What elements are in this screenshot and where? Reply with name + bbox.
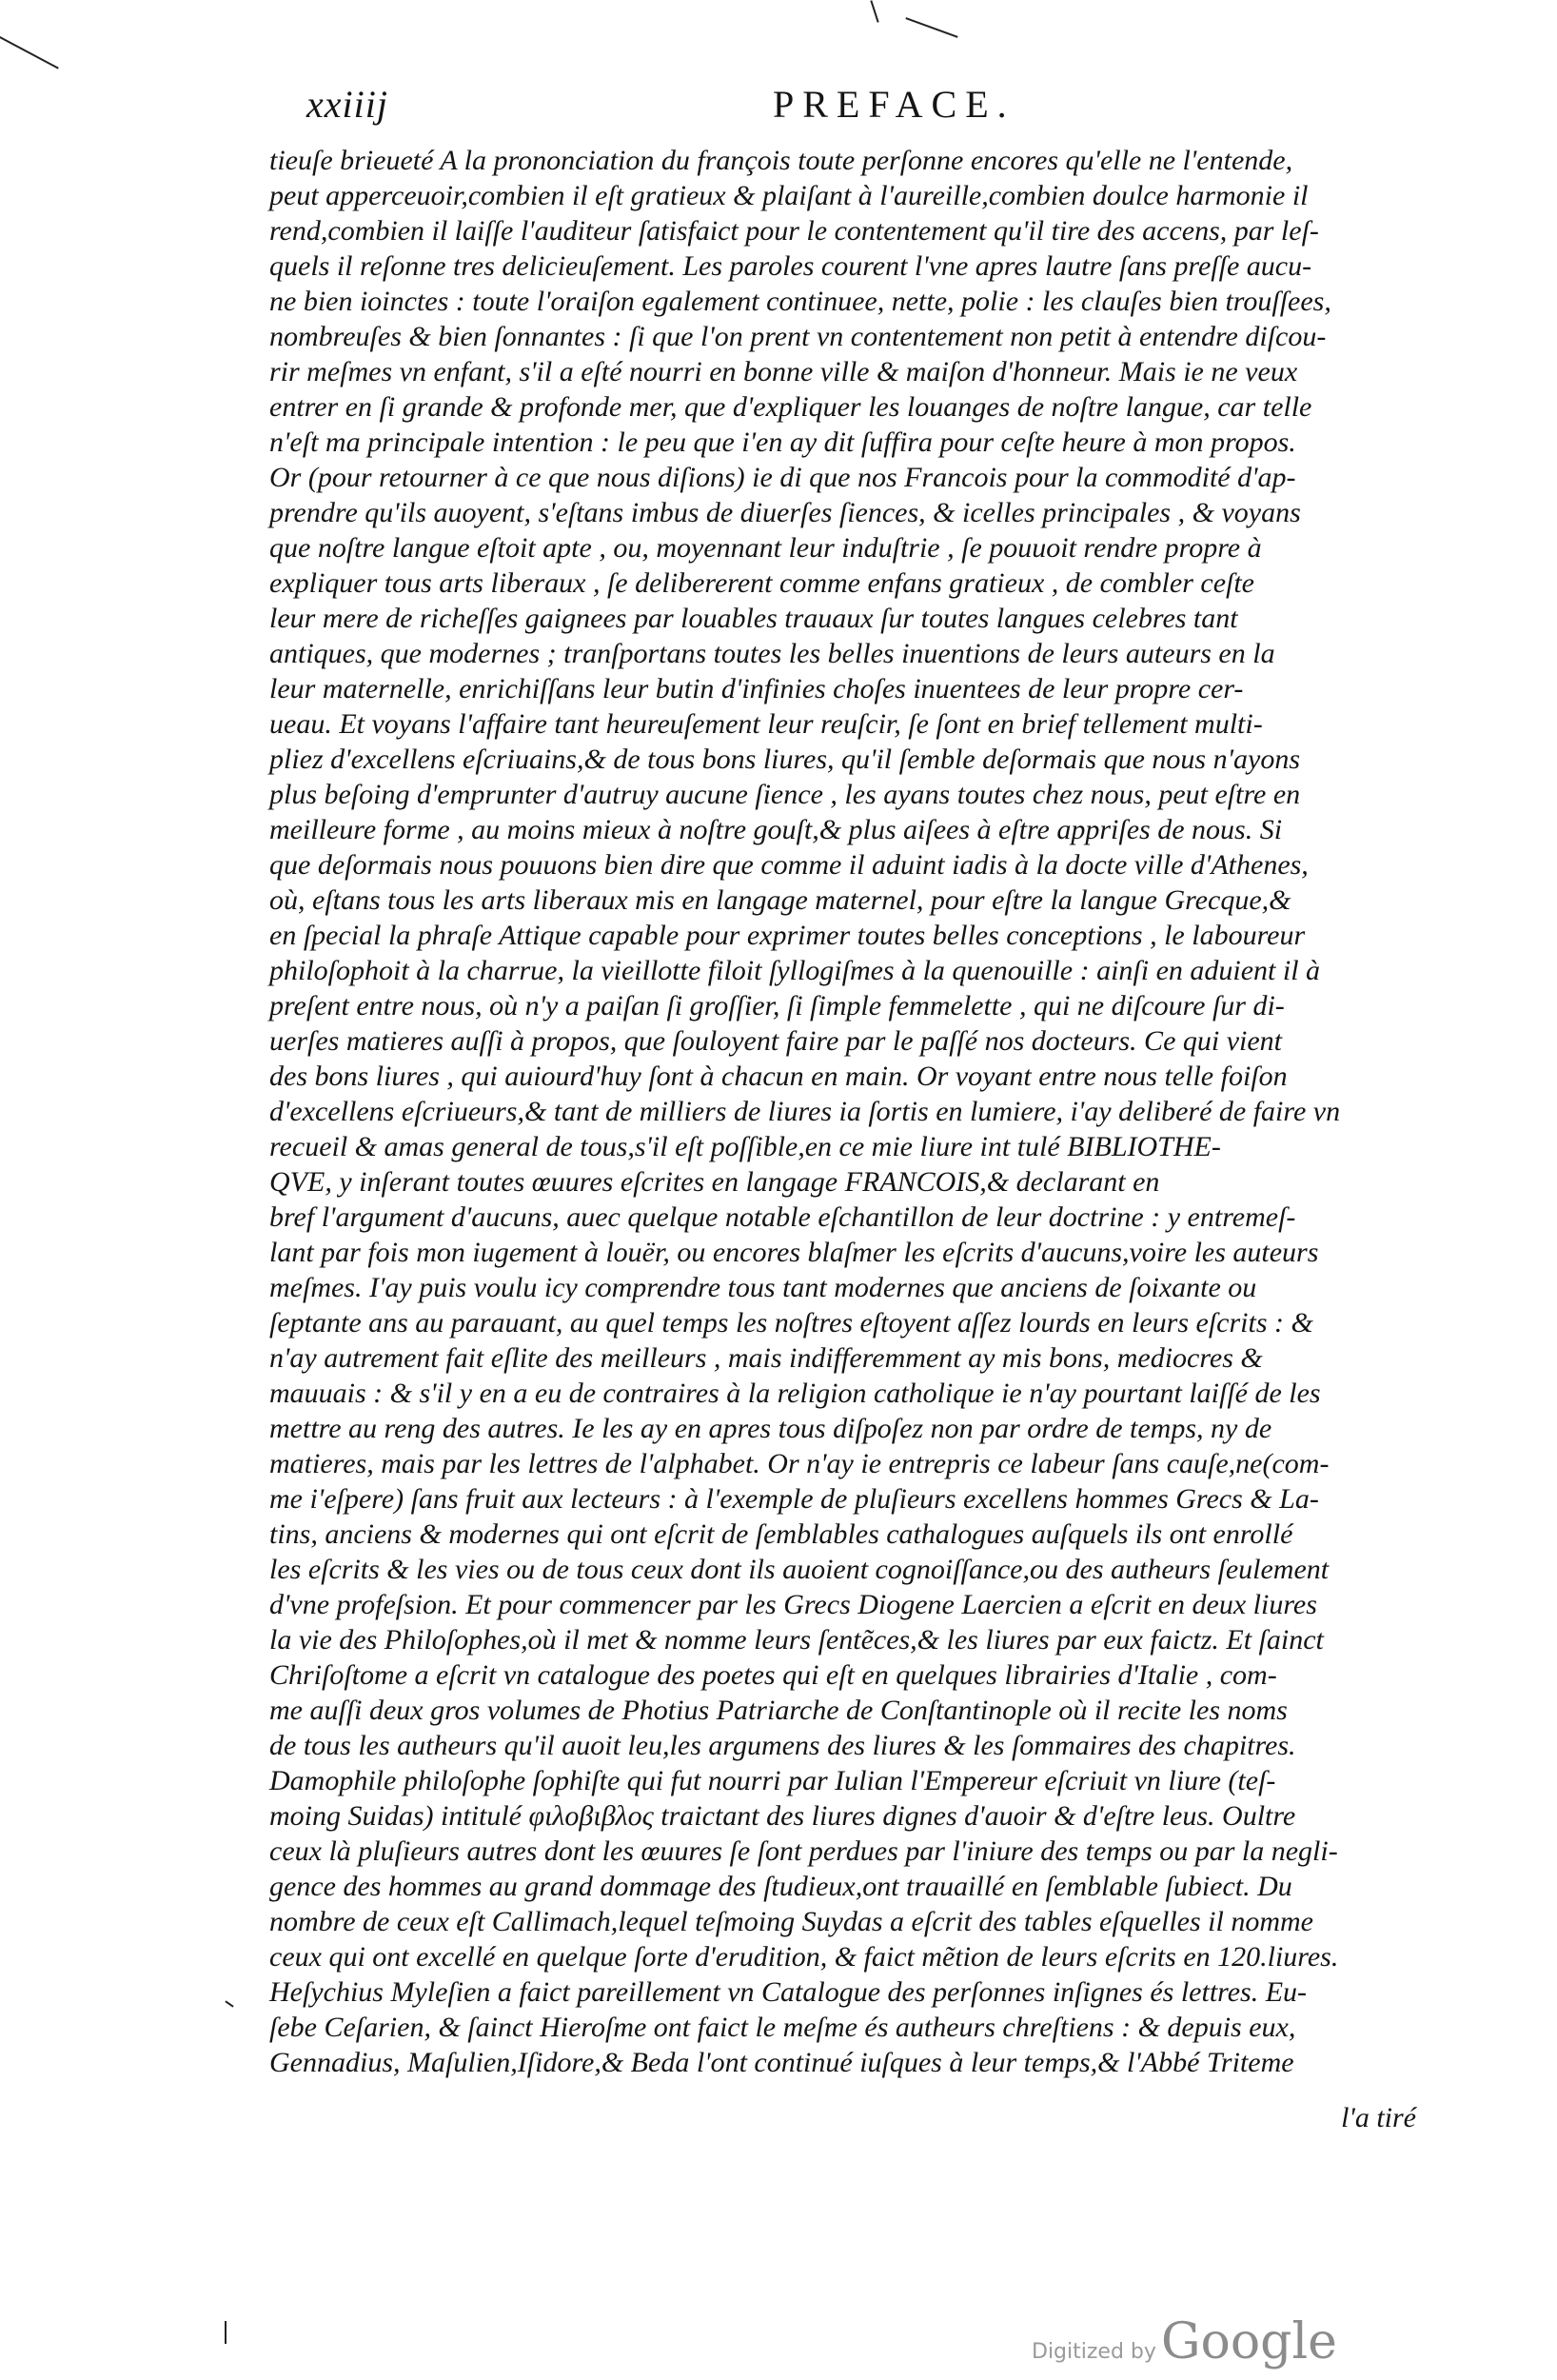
text-line: expliquer tous arts liberaux , ſe delibererent comme enfans gratieux , de combler ceſte: [269, 567, 1254, 599]
text-line: tieuſe brieueté A la prononciation du françois toute perſonne encores qu'elle ne l'entende,: [269, 145, 1293, 176]
text-line: gence des hommes au grand dommage des ſtudieux,ont trauaillé en ſemblable ſubiect. Du: [269, 1871, 1292, 1902]
margin-tick-mark: [225, 2321, 227, 2344]
page-number: xxiiij: [306, 83, 388, 126]
text-line: rend,combien il laiſſe l'auditeur ſatisfaict pour le contentement qu'il tire des accens, par leſ-: [269, 215, 1319, 247]
text-line: prendre qu'ils auoyent, s'eſtans imbus de diuerſes ſiences, & icelles principales , & voyans: [269, 497, 1301, 528]
text-line: ueau. Et voyans l'affaire tant heureuſement leur reuſcir, ſe ſont en brief tellement multi-: [269, 708, 1263, 740]
text-line: de tous les autheurs qu'il auoit leu,les argumens des liures & les ſommaires des chapitres.: [269, 1730, 1296, 1761]
text-line: que deſormais nous pouuons bien dire que comme il aduint iadis à la docte ville d'Athenes,: [269, 849, 1309, 881]
text-line: Or (pour retourner à ce que nous diſions) ie di que nos Francois pour la commodité d'ap-: [269, 462, 1296, 493]
text-line: recueil & amas general de tous,s'il eſt poſſible,en ce mie liure int tulé BIBLIOTHE-: [269, 1131, 1221, 1162]
text-line: d'excellens eſcriueurs,& tant de milliers de liures ia ſortis en lumiere, i'ay deliberé de faire vn: [269, 1096, 1341, 1127]
text-line: nombre de ceux eſt Callimach,lequel teſmoing Suydas a eſcrit des tables eſquelles il nomme: [269, 1906, 1313, 1937]
text-line: ne bien ioinctes : toute l'oraiſon egalement continuee, nette, polie : les clauſes bien trouſſees,: [269, 286, 1331, 317]
text-line: où, eſtans tous les arts liberaux mis en langage maternel, pour eſtre la langue Grecque,&: [269, 884, 1291, 916]
text-line: ſebe Ceſarien, & ſainct Hieroſme ont faict le meſme és autheurs chreſtiens : & depuis eux,: [269, 2012, 1296, 2043]
catchword: l'a tiré: [1341, 2102, 1416, 2133]
text-line: leur mere de richeſſes gaignees par louables trauaux ſur toutes langues celebres tant: [269, 603, 1238, 634]
text-line: meſmes. I'ay puis voulu icy comprendre tous tant modernes que anciens de ſoixante ou: [269, 1272, 1257, 1303]
text-line: nombreuſes & bien ſonnantes : ſi que l'on prent vn contentement non petit à entendre diſcou-: [269, 321, 1327, 352]
text-line: Gennadius, Maſulien,Iſidore,& Beda l'ont continué iuſques à leur temps,& l'Abbé Triteme: [269, 2047, 1294, 2078]
margin-tick-mark: [225, 2000, 233, 2007]
text-line: la vie des Philoſophes,où il met & nomme leurs ſentẽces,& les liures par eux faictz. Et ſainct: [269, 1624, 1324, 1656]
text-line: pliez d'excellens eſcriuains,& de tous bons liures, qu'il ſemble deſormais que nous n'ayons: [269, 744, 1300, 775]
text-line: philoſophoit à la charrue, la vieillotte filoit ſyllogiſmes à la quenouille : ainſi en aduient il à: [269, 955, 1321, 986]
text-line: meilleure forme , au moins mieux à noſtre gouſt,& plus aiſees à eſtre appriſes de nous. Si: [269, 814, 1283, 845]
running-title: PREFACE.: [773, 83, 1015, 126]
text-line: plus beſoing d'emprunter d'autruy aucune ſience , les ayans toutes chez nous, peut eſtre en: [269, 779, 1301, 810]
text-line: ceux qui ont excellé en quelque ſorte d'erudition, & faict mẽtion de leurs eſcrits en 120.liures.: [269, 1941, 1339, 1973]
text-line: ceux là pluſieurs autres dont les œuures ſe ſont perdues par l'iniure des temps ou par la negli-: [269, 1835, 1338, 1867]
text-line: bref l'argument d'aucuns, auec quelque notable eſchantillon de leur doctrine : y entremeſ-: [269, 1201, 1296, 1233]
text-line: me auſſi deux gros volumes de Photius Patriarche de Conſtantinople où il recite les noms: [269, 1695, 1288, 1726]
text-line: quels il reſonne tres delicieuſement. Les paroles courent l'vne apres lautre ſans preſſe aucu-: [269, 250, 1312, 282]
scan-corner-mark: [0, 36, 59, 69]
text-line: n'ay autrement fait eſlite des meilleurs , mais indifferemment ay mis bons, mediocres &: [269, 1342, 1263, 1374]
text-line: n'eſt ma principale intention : le peu que i'en ay dit ſuffira pour ceſte heure à mon propos.: [269, 426, 1296, 458]
text-line: me i'eſpere) ſans fruit aux lecteurs : à l'exemple de pluſieurs excellens hommes Grecs & La-: [269, 1483, 1319, 1515]
text-line: en ſpecial la phraſe Attique capable pour exprimer toutes belles conceptions , le laboureur: [269, 920, 1306, 951]
digitized-watermark: [1032, 2313, 1337, 2370]
text-line: peut apperceuoir,combien il eſt gratieux & plaiſant à l'aureille,combien doulce harmonie il: [269, 180, 1309, 211]
text-line: QVE, y inſerant toutes œuures eſcrites en langage FRANCOIS,& declarant en: [269, 1166, 1160, 1198]
text-line: des bons liures , qui auiourd'huy ſont à chacun en main. Or voyant entre nous telle foiſon: [269, 1061, 1288, 1092]
text-line: d'vne profeſsion. Et pour commencer par les Grecs Diogene Laercien a eſcrit en deux liures: [269, 1589, 1317, 1620]
body-text: [269, 143, 1416, 2080]
watermark-prefix: Digitized by: [1032, 2340, 1156, 2364]
text-line: tins, anciens & modernes qui ont eſcrit de ſemblables cathalogues auſquels ils ont enrollé: [269, 1518, 1293, 1550]
text-line: mettre au reng des autres. Ie les ay en apres tous diſpoſez non par ordre de temps, ny de: [269, 1413, 1272, 1444]
scan-edge-mark: [870, 0, 878, 22]
text-line: Damophile philoſophe ſophiſte qui fut nourri par Iulian l'Empereur eſcriuit vn liure (teſ-: [269, 1765, 1276, 1796]
text-line: les eſcrits & les vies ou de tous ceux dont ils auoient cognoiſſance,ou des autheurs ſeulement: [269, 1554, 1330, 1585]
text-line: preſent entre nous, où n'y a paiſan ſi groſſier, ſi ſimple femmelette , qui ne diſcoure ſur di-: [269, 990, 1285, 1021]
text-line: uerſes matieres auſſi à propos, que ſouloyent faire par le paſſé nos docteurs. Ce qui vient: [269, 1025, 1283, 1057]
text-line: entrer en ſi grande & profonde mer, que d'expliquer les louanges de noſtre langue, car telle: [269, 391, 1312, 423]
text-line: que noſtre langue eſtoit apte , ou, moyennant leur induſtrie , ſe pouuoit rendre propre à: [269, 532, 1262, 564]
text-line: ſeptante ans au parauant, au quel temps les noſtres eſtoyent aſſez lourds en leurs eſcrits : &: [269, 1307, 1313, 1339]
text-line: rir meſmes vn enfant, s'il a eſté nourri en bonne ville & maiſon d'honneur. Mais ie ne veux: [269, 356, 1298, 387]
text-line: moing Suidas) intitulé φιλοβιβλος traictant des liures dignes d'auoir & d'eſtre leus. Oultre: [269, 1800, 1296, 1832]
text-line: matieres, mais par les lettres de l'alphabet. Or n'ay ie entrepris ce labeur ſans cauſe,ne(com-: [269, 1448, 1330, 1479]
text-line: mauuais : & s'il y en a eu de contraires à la religion catholique ie n'ay pourtant laiſſé de les: [269, 1378, 1321, 1409]
google-logo: Google: [1161, 2313, 1337, 2370]
text-line: antiques, que modernes ; tranſportans toutes les belles inuentions de leurs auteurs en la: [269, 638, 1275, 669]
text-line: Chriſoſtome a eſcrit vn catalogue des poetes qui eſt en quelques librairies d'Italie , com-: [269, 1659, 1277, 1691]
text-line: lant par fois mon iugement à louër, ou encores blaſmer les eſcrits d'aucuns,voire les auteurs: [269, 1237, 1319, 1268]
text-line: Heſychius Myleſien a faict pareillement vn Catalogue des perſonnes inſignes és lettres. Eu-: [269, 1976, 1308, 2008]
text-line: leur maternelle, enrichiſſans leur butin d'infinies choſes inuentees de leur propre cer-: [269, 673, 1244, 704]
scan-edge-mark: [905, 17, 957, 38]
